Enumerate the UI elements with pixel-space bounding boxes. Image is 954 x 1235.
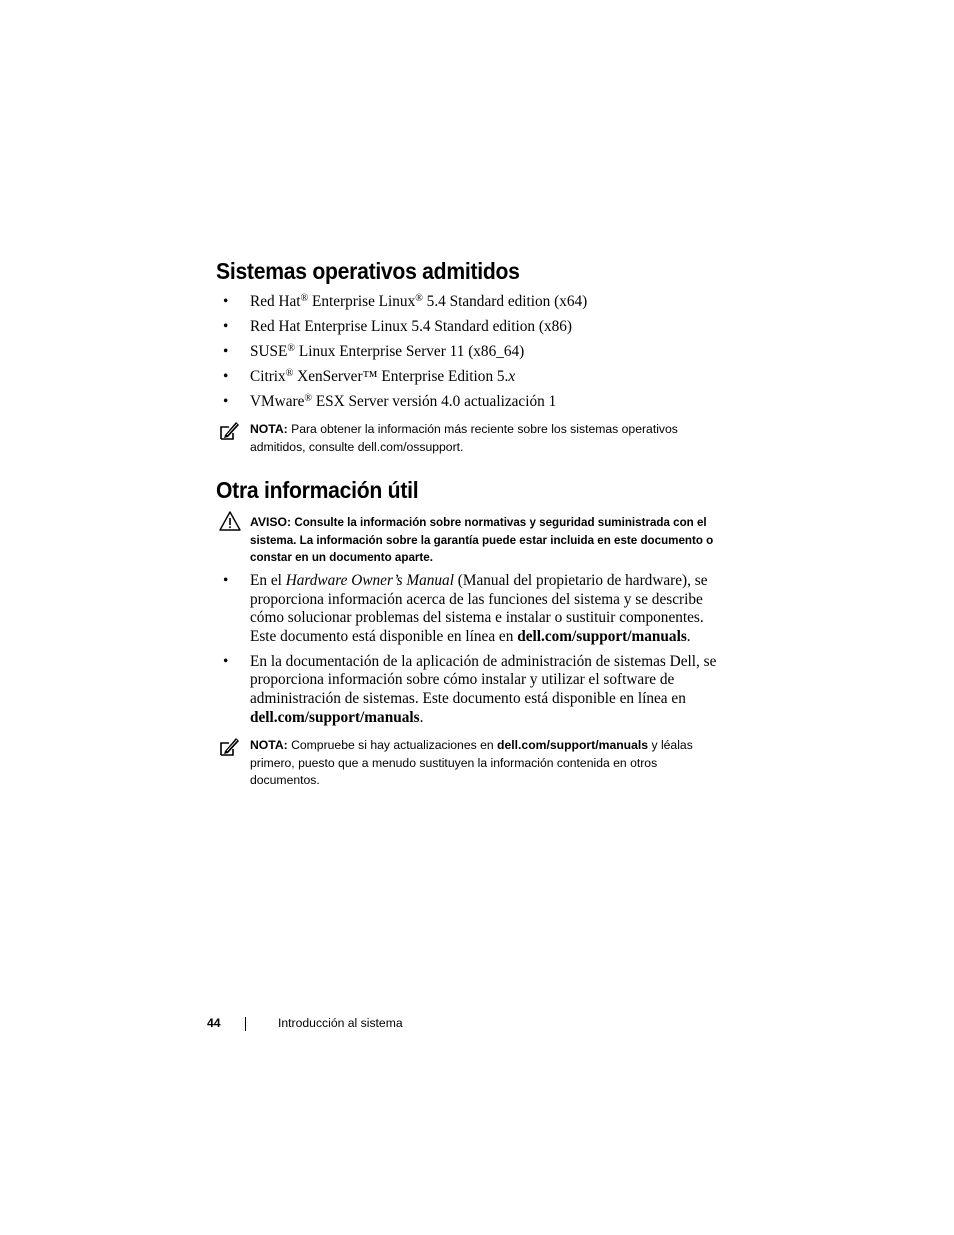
- footer-title: Introducción al sistema: [278, 1016, 403, 1030]
- list-item: • Red Hat Enterprise Linux 5.4 Standard edition (x86): [223, 317, 573, 335]
- page-number: 44: [207, 1016, 221, 1030]
- note-updates: NOTA: Compruebe si hay actualizaciones en dell.com/support/manuals y léalas primero, puesto que a menudo sustituyen la información contenida en otros documentos.: [250, 738, 693, 788]
- link-support-manuals[interactable]: dell.com/support/manuals: [250, 708, 420, 726]
- link-support-manuals[interactable]: dell.com/support/manuals: [517, 627, 687, 645]
- os-list: [223, 293, 723, 418]
- footer-separator: [245, 1017, 246, 1031]
- link-ossupport[interactable]: dell.com/ossupport: [357, 439, 461, 454]
- note-pencil-icon: [219, 419, 241, 441]
- list-item: • En el Hardware Owner’s Manual (Manual del propietario de hardware), se proporciona información acerca de las funciones del sistema y se describe cómo solucionar problemas del sistema e instalar o sustituir componentes. Este documento está disponible en línea en dell.com/support/manuals.: [223, 572, 708, 645]
- section-title-os: Sistemas operativos admitidos: [216, 258, 520, 284]
- warning-notice: AVISO: Consulte la información sobre normativas y seguridad suministrada con el sistema. La información sobre la garantía puede estar incluida en este documento o constar en un documento aparte.: [250, 515, 714, 565]
- list-item: • Red Hat® Enterprise Linux® 5.4 Standard edition (x64): [223, 293, 588, 310]
- info-list: [223, 572, 718, 734]
- warning-triangle-icon: [219, 510, 241, 532]
- note-pencil-icon: [219, 735, 241, 757]
- note-os-support: NOTA: Para obtener la información más reciente sobre los sistemas operativos admitidos, consulte dell.com/ossupport.: [250, 422, 678, 454]
- list-item: • En la documentación de la aplicación de administración de sistemas Dell, se proporciona información sobre cómo instalar y utilizar el software de administración de sistemas. Este documento está disponible en línea en dell.com/support/manuals.: [223, 652, 717, 726]
- link-support-manuals[interactable]: dell.com/support/manuals: [497, 738, 649, 752]
- list-item: • Citrix® XenServer™ Enterprise Edition 5.x: [223, 367, 516, 385]
- section-title-info: Otra información útil: [216, 477, 419, 503]
- list-item: • VMware® ESX Server versión 4.0 actualización 1: [223, 392, 557, 410]
- list-item: • SUSE® Linux Enterprise Server 11 (x86_64): [223, 342, 525, 360]
